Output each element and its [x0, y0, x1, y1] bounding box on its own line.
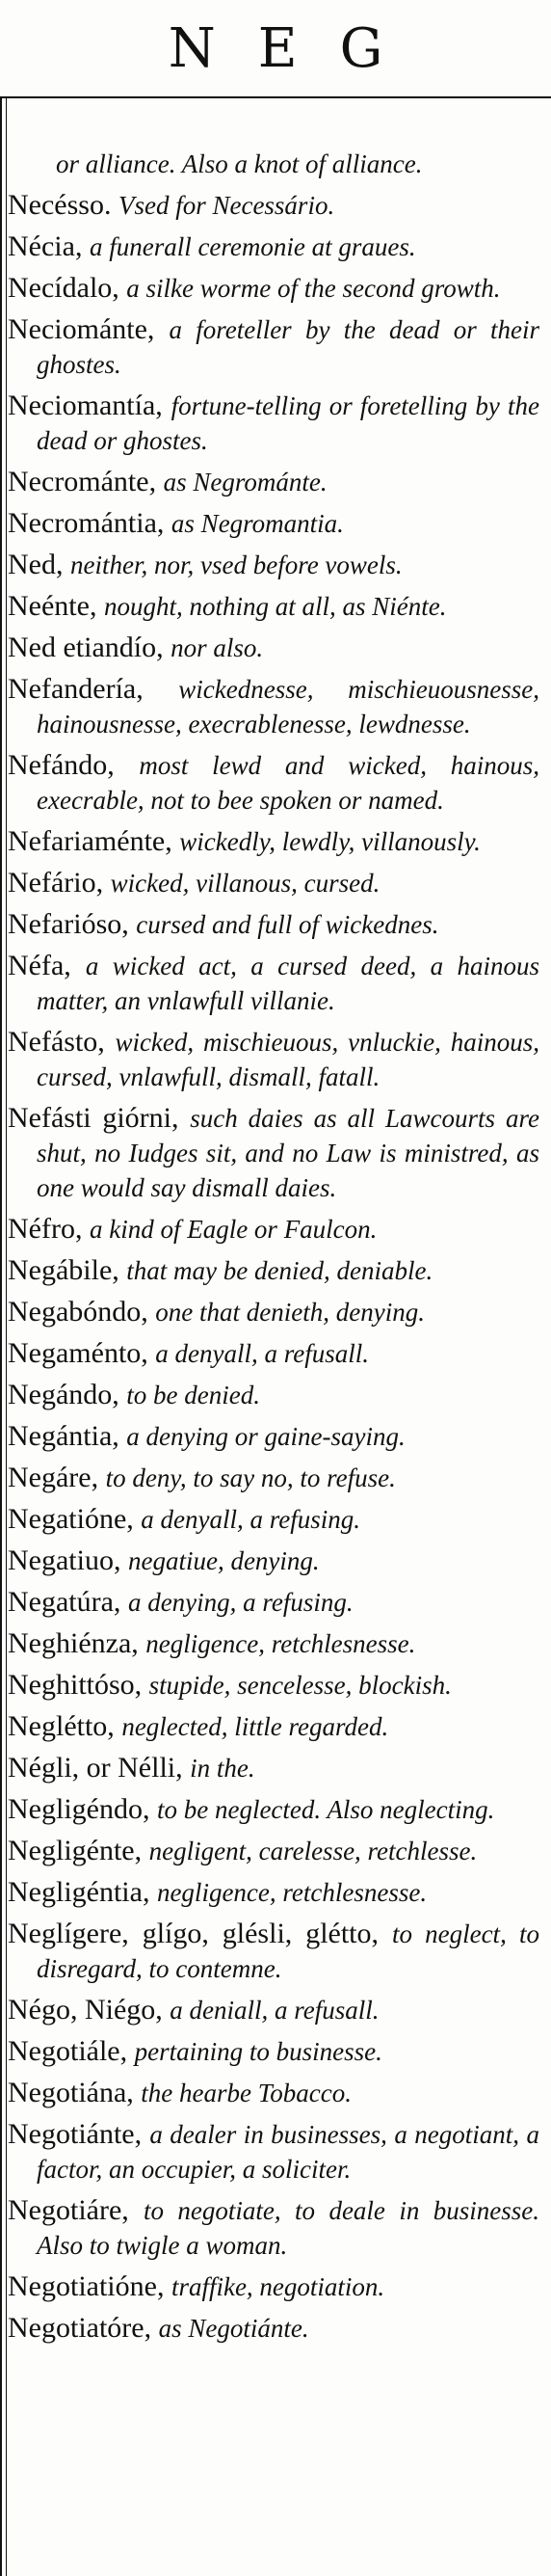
entry-definition: stupide, sencelesse, blockish.	[148, 1671, 452, 1700]
entry-headword: Néfa,	[8, 950, 86, 981]
entry-headword: Neénte,	[8, 590, 104, 622]
entry-headword: Nefariaménte,	[8, 825, 180, 857]
entry-definition: to be denied.	[126, 1381, 261, 1409]
entry-headword: Negabóndo,	[8, 1296, 156, 1328]
entry-headword: Négli, or Nélli,	[8, 1752, 191, 1784]
dictionary-entry	[8, 1709, 539, 1744]
dictionary-entry	[8, 1917, 539, 1986]
entry-definition: wicked, mischieuous, vnluckie, hainous, cursed, vnlawfull, dismall, fatall.	[37, 1028, 539, 1091]
entry-definition: cursed and full of wickednes.	[136, 910, 439, 939]
entry-definition: Vsed for Necessário.	[118, 191, 335, 220]
dictionary-entry	[8, 2193, 539, 2263]
entry-headword: Ned etiandío,	[8, 631, 171, 663]
dictionary-entry	[8, 1668, 539, 1703]
entry-definition: in the.	[190, 1754, 255, 1783]
entry-headword: Negotiatóre,	[8, 2312, 159, 2344]
running-head: NEG	[168, 17, 426, 80]
entry-definition: a denying, a refusing.	[127, 1588, 354, 1617]
entry-headword: Nefásti giórni,	[8, 1102, 191, 1134]
entry-headword: Negotiána,	[8, 2077, 142, 2108]
dictionary-entry	[8, 1875, 539, 1910]
entry-definition: neglected, little regarded.	[121, 1712, 389, 1741]
dictionary-entry	[8, 1585, 539, 1620]
dictionary-entry	[8, 229, 539, 264]
entry-definition: wicked, villanous, cursed.	[110, 869, 380, 898]
entry-definition: a wicked act, a cursed deed, a hainous matter, an vnlawfull villanie.	[37, 952, 539, 1015]
entry-definition: pertaining to businesse.	[134, 2037, 382, 2066]
entry-definition: nor also.	[171, 633, 264, 662]
entry-definition: a foreteller by the dead or their ghostes.	[37, 315, 539, 379]
dictionary-entry	[8, 589, 539, 624]
entry-definition: as Negrománte.	[163, 468, 328, 496]
dictionary-entry	[8, 631, 539, 665]
entry-headword: Neciománte,	[8, 313, 170, 345]
entry-definition: a deniall, a refusall.	[170, 1996, 380, 2025]
entry-definition: most lewd and wicked, hainous, execrable, not to bee spoken or named.	[37, 751, 539, 815]
entry-headword: Negligénte,	[8, 1835, 149, 1866]
entry-definition: a kind of Eagle or Faulcon.	[89, 1215, 378, 1244]
entry-definition: such daies as all Lawcourts are shut, no Iudges sit, and no Law is ministred, as one would say dismall daies.	[37, 1104, 539, 1202]
entry-definition: a funerall ceremonie at graues.	[89, 232, 416, 261]
dictionary-entry	[8, 1993, 539, 2027]
dictionary-entry	[8, 1336, 539, 1371]
entry-headword: Neghiénza,	[8, 1627, 146, 1659]
entry-definition: wickedly, lewdly, villanously.	[179, 827, 481, 856]
entry-definition: neither, nor, vsed before vowels.	[69, 550, 403, 579]
entry-definition: nought, nothing at all, as Niénte.	[103, 592, 447, 621]
entry-headword: Necésso.	[8, 189, 118, 221]
dictionary-entry	[8, 949, 539, 1018]
dictionary-entry	[8, 147, 539, 181]
entry-definition: as Negromantia.	[171, 509, 344, 538]
dictionary-entry	[8, 2311, 539, 2346]
entry-headword: Negatióne,	[8, 1503, 142, 1535]
entry-definition: as Negotiánte.	[158, 2314, 309, 2343]
entry-headword: Nefarióso,	[8, 908, 137, 940]
entry-headword: Negotiále,	[8, 2035, 135, 2067]
dictionary-entry	[8, 2034, 539, 2069]
dictionary-entry	[8, 907, 539, 942]
dictionary-entry	[8, 1543, 539, 1578]
dictionary-entry	[8, 2076, 539, 2110]
entry-headword: Nefándo,	[8, 749, 140, 781]
entry-headword: Necromántia,	[8, 507, 171, 539]
dictionary-entry	[8, 672, 539, 741]
entry-headword: Negligéntia,	[8, 1876, 157, 1908]
entry-definition: or alliance. Also a knot of alliance.	[56, 149, 423, 178]
entry-headword: Neglígere, glígo, glésli, glétto,	[8, 1918, 392, 1949]
dictionary-entry	[8, 1461, 539, 1495]
entry-definition: to deny, to say no, to refuse.	[105, 1463, 396, 1492]
entry-definition: negatiue, denying.	[127, 1546, 320, 1575]
dictionary-entry	[8, 1834, 539, 1868]
dictionary-entry	[8, 1419, 539, 1454]
left-rule	[0, 96, 2, 2576]
dictionary-entry	[8, 1626, 539, 1661]
dictionary-entry	[8, 2117, 539, 2187]
entry-headword: Negotiánte,	[8, 2118, 150, 2150]
entry-definition: to neglect, to disregard, to contemne.	[37, 1919, 539, 1983]
entry-definition: a denyall, a refusall.	[155, 1339, 370, 1368]
entry-headword: Neghittóso,	[8, 1669, 149, 1701]
entry-definition: one that denieth, denying.	[155, 1298, 425, 1327]
dictionary-entry	[8, 2269, 539, 2304]
entry-headword: Négo, Niégo,	[8, 1994, 171, 2026]
dictionary-entry	[8, 866, 539, 900]
dictionary-entry	[8, 1378, 539, 1412]
entry-definition: negligent, carelesse, retchlesse.	[148, 1837, 478, 1865]
entry-headword: Negotiáre,	[8, 2194, 144, 2226]
entry-definition: to negotiate, to deale in businesse. Also to twigle a woman.	[37, 2196, 539, 2260]
entry-headword: Negligéndo,	[8, 1793, 157, 1825]
entry-headword: Negotiatióne,	[8, 2270, 171, 2302]
entry-headword: Negaménto,	[8, 1337, 156, 1369]
dictionary-entry	[8, 548, 539, 582]
entry-headword: Negántia,	[8, 1420, 127, 1452]
left-rule-inner	[6, 96, 7, 2576]
entry-definition: that may be denied, deniable.	[126, 1256, 433, 1285]
entry-headword: Néfro,	[8, 1213, 90, 1245]
top-rule	[0, 96, 551, 98]
entry-definition: a denying or gaine-saying.	[126, 1422, 406, 1451]
dictionary-entry	[8, 1101, 539, 1205]
dictionary-entry	[8, 188, 539, 223]
dictionary-entry	[8, 1792, 539, 1827]
dictionary-entry	[8, 389, 539, 458]
entry-definition: a denyall, a refusing.	[141, 1505, 361, 1534]
entry-definition: traffike, negotiation.	[171, 2272, 385, 2301]
dictionary-entry	[8, 1502, 539, 1537]
dictionary-entry	[8, 506, 539, 541]
entry-definition: a dealer in businesses, a negotiant, a factor, an occupier, a soliciter.	[37, 2120, 539, 2184]
entry-definition: a silke worme of the second growth.	[126, 274, 501, 303]
entry-definition: negligence, retchlesnesse.	[156, 1878, 428, 1907]
entry-headword: Neciomantía,	[8, 389, 171, 421]
entry-headword: Negáre,	[8, 1462, 106, 1493]
dictionary-entry	[8, 271, 539, 306]
entry-definition: wickednesse, mischieuousnesse, hainousnesse, execrablenesse, lewdnesse.	[37, 675, 539, 738]
dictionary-entry	[8, 1751, 539, 1785]
entry-definition: the hearbe Tobacco.	[141, 2079, 352, 2107]
entry-headword: Negábile,	[8, 1254, 127, 1286]
entry-definition: to be neglected. Also neglecting.	[156, 1795, 495, 1824]
dictionary-entry	[8, 1025, 539, 1094]
entry-definition: fortune-telling or foretelling by the dead or ghostes.	[37, 391, 539, 455]
dictionary-entry	[8, 1295, 539, 1329]
entry-headword: Nefandería,	[8, 673, 179, 705]
entry-column	[8, 147, 539, 2352]
dictionary-entry	[8, 1212, 539, 1247]
entry-headword: Nefásto,	[8, 1026, 116, 1058]
dictionary-entry	[8, 312, 539, 382]
entry-definition: negligence, retchlesnesse.	[145, 1629, 416, 1658]
entry-headword: Neglétto,	[8, 1710, 122, 1742]
entry-headword: Nefário,	[8, 867, 111, 899]
entry-headword: Negándo,	[8, 1379, 127, 1410]
entry-headword: Necrománte,	[8, 466, 164, 497]
entry-headword: Negatiuo,	[8, 1544, 128, 1576]
dictionary-entry	[8, 465, 539, 499]
entry-headword: Ned,	[8, 549, 70, 580]
entry-headword: Necídalo,	[8, 272, 127, 304]
dictionary-entry	[8, 824, 539, 859]
dictionary-entry	[8, 1253, 539, 1288]
entry-headword: Negatúra,	[8, 1586, 128, 1618]
entry-headword: Nécia,	[8, 230, 90, 262]
dictionary-entry	[8, 748, 539, 818]
